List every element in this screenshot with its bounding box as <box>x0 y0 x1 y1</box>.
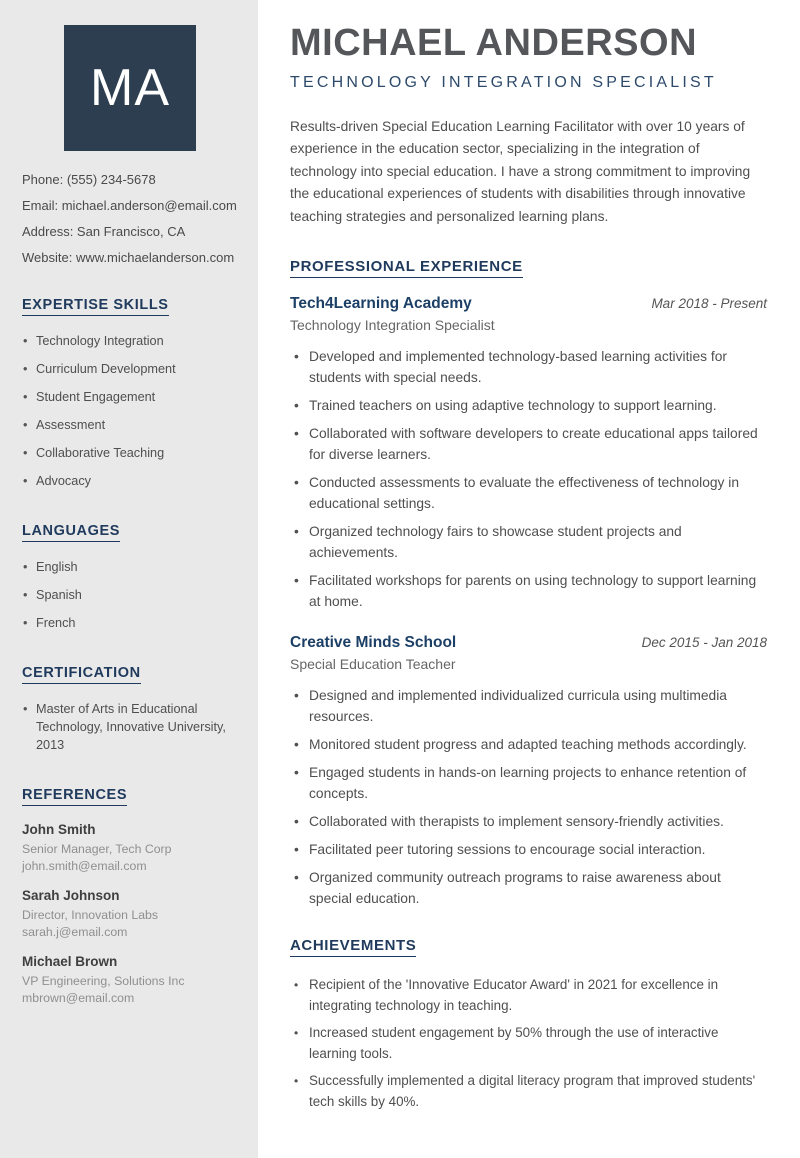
contact-address: Address: San Francisco, CA <box>22 224 186 239</box>
avatar <box>64 25 196 151</box>
job-bullet-list <box>290 346 767 612</box>
languages-section <box>22 522 238 632</box>
achievements-heading: ACHIEVEMENTS <box>290 937 416 957</box>
reference-title: VP Engineering, Solutions Inc <box>22 974 185 988</box>
sidebar <box>0 0 258 1158</box>
person-title: TECHNOLOGY INTEGRATION SPECIALIST <box>290 73 717 91</box>
job-bullet: • Facilitated workshops for parents on using technology to support learning at home. <box>290 570 767 612</box>
achievement-bullet: • Increased student engagement by 50% through the use of interactive learning tools. <box>290 1022 767 1064</box>
job-bullet: • Organized technology fairs to showcase student projects and achievements. <box>290 521 767 563</box>
job-entry <box>290 295 767 612</box>
reference-entry <box>22 954 238 1006</box>
job-bullet: • Developed and implemented technology-based learning activities for students with special needs. <box>290 346 767 388</box>
skill-item: • Advocacy <box>22 472 238 490</box>
languages-heading: LANGUAGES <box>22 523 120 542</box>
references-section <box>22 786 238 1006</box>
job-entry <box>290 634 767 909</box>
job-bullet: • Collaborated with therapists to implement sensory-friendly activities. <box>290 811 767 832</box>
contact-phone: Phone: (555) 234-5678 <box>22 172 156 187</box>
job-bullet: • Monitored student progress and adapted teaching methods accordingly. <box>290 734 767 755</box>
reference-name: Sarah Johnson <box>22 888 120 903</box>
certification-list <box>22 700 238 754</box>
reference-name: John Smith <box>22 822 96 837</box>
contact-email: Email: michael.anderson@email.com <box>22 198 237 213</box>
job-role: Technology Integration Specialist <box>290 317 495 334</box>
skill-item: • Assessment <box>22 416 238 434</box>
experience-heading: PROFESSIONAL EXPERIENCE <box>290 258 523 278</box>
job-role: Special Education Teacher <box>290 656 456 673</box>
contact-website: Website: www.michaelanderson.com <box>22 250 235 265</box>
skill-item: • Collaborative Teaching <box>22 444 238 462</box>
reference-email: john.smith@email.com <box>22 858 147 873</box>
job-bullet: • Organized community outreach programs to raise awareness about special education. <box>290 867 767 909</box>
reference-name: Michael Brown <box>22 954 118 969</box>
achievement-bullet: • Successfully implemented a digital literacy program that improved students' tech skills by 40%. <box>290 1070 767 1112</box>
job-bullet: • Trained teachers on using adaptive technology to support learning. <box>290 395 767 416</box>
summary-paragraph: Results-driven Special Education Learning Facilitator with over 10 years of experience in the education sector, specializing in the integration of technology into special education. I have a strong commitment to improving the educational experiences of students with disabilities through innovative teaching strategies and personalized learning plans. <box>290 118 751 224</box>
achievements-section <box>290 937 767 1112</box>
skill-item: • Student Engagement <box>22 388 238 406</box>
job-bullet: • Collaborated with software developers to create educational apps tailored for diverse learners. <box>290 423 767 465</box>
reference-email: sarah.j@email.com <box>22 924 128 939</box>
job-bullet: • Facilitated peer tutoring sessions to encourage social interaction. <box>290 839 767 860</box>
main-column <box>258 0 800 1158</box>
job-bullet: • Conducted assessments to evaluate the effectiveness of technology in educational settings. <box>290 472 767 514</box>
skill-item: • Curriculum Development <box>22 360 238 378</box>
reference-email: mbrown@email.com <box>22 990 135 1005</box>
skill-item: • Technology Integration <box>22 332 238 350</box>
reference-entry <box>22 888 238 940</box>
certification-heading: CERTIFICATION <box>22 665 141 684</box>
certification-section <box>22 664 238 754</box>
avatar-initials: MA <box>90 59 170 117</box>
job-bullet: • Engaged students in hands-on learning projects to enhance retention of concepts. <box>290 762 767 804</box>
experience-section <box>290 258 767 909</box>
company-name: Creative Minds School <box>290 634 457 652</box>
achievement-bullet: • Recipient of the 'Innovative Educator Award' in 2021 for excellence in integrating technology in teaching. <box>290 974 767 1016</box>
contact-block <box>22 173 238 264</box>
person-name: MICHAEL ANDERSON <box>290 22 698 64</box>
skills-heading: EXPERTISE SKILLS <box>22 297 169 316</box>
job-header <box>290 295 767 313</box>
company-name: Tech4Learning Academy <box>290 295 472 313</box>
job-dates: Mar 2018 - Present <box>651 296 767 312</box>
reference-entry <box>22 822 238 874</box>
job-header <box>290 634 767 652</box>
reference-title: Senior Manager, Tech Corp <box>22 842 172 856</box>
certification-item: • Master of Arts in Educational Technology, Innovative University, 2013 <box>22 700 238 754</box>
skills-section <box>22 296 238 490</box>
job-bullet: • Designed and implemented individualized curricula using multimedia resources. <box>290 685 767 727</box>
languages-list <box>22 558 238 632</box>
achievements-list <box>290 974 767 1112</box>
job-dates: Dec 2015 - Jan 2018 <box>641 635 767 651</box>
references-heading: REFERENCES <box>22 787 127 806</box>
reference-title: Director, Innovation Labs <box>22 908 159 922</box>
language-item: • English <box>22 558 238 576</box>
job-bullet-list <box>290 685 767 909</box>
language-item: • Spanish <box>22 586 238 604</box>
language-item: • French <box>22 614 238 632</box>
skills-list <box>22 332 238 490</box>
